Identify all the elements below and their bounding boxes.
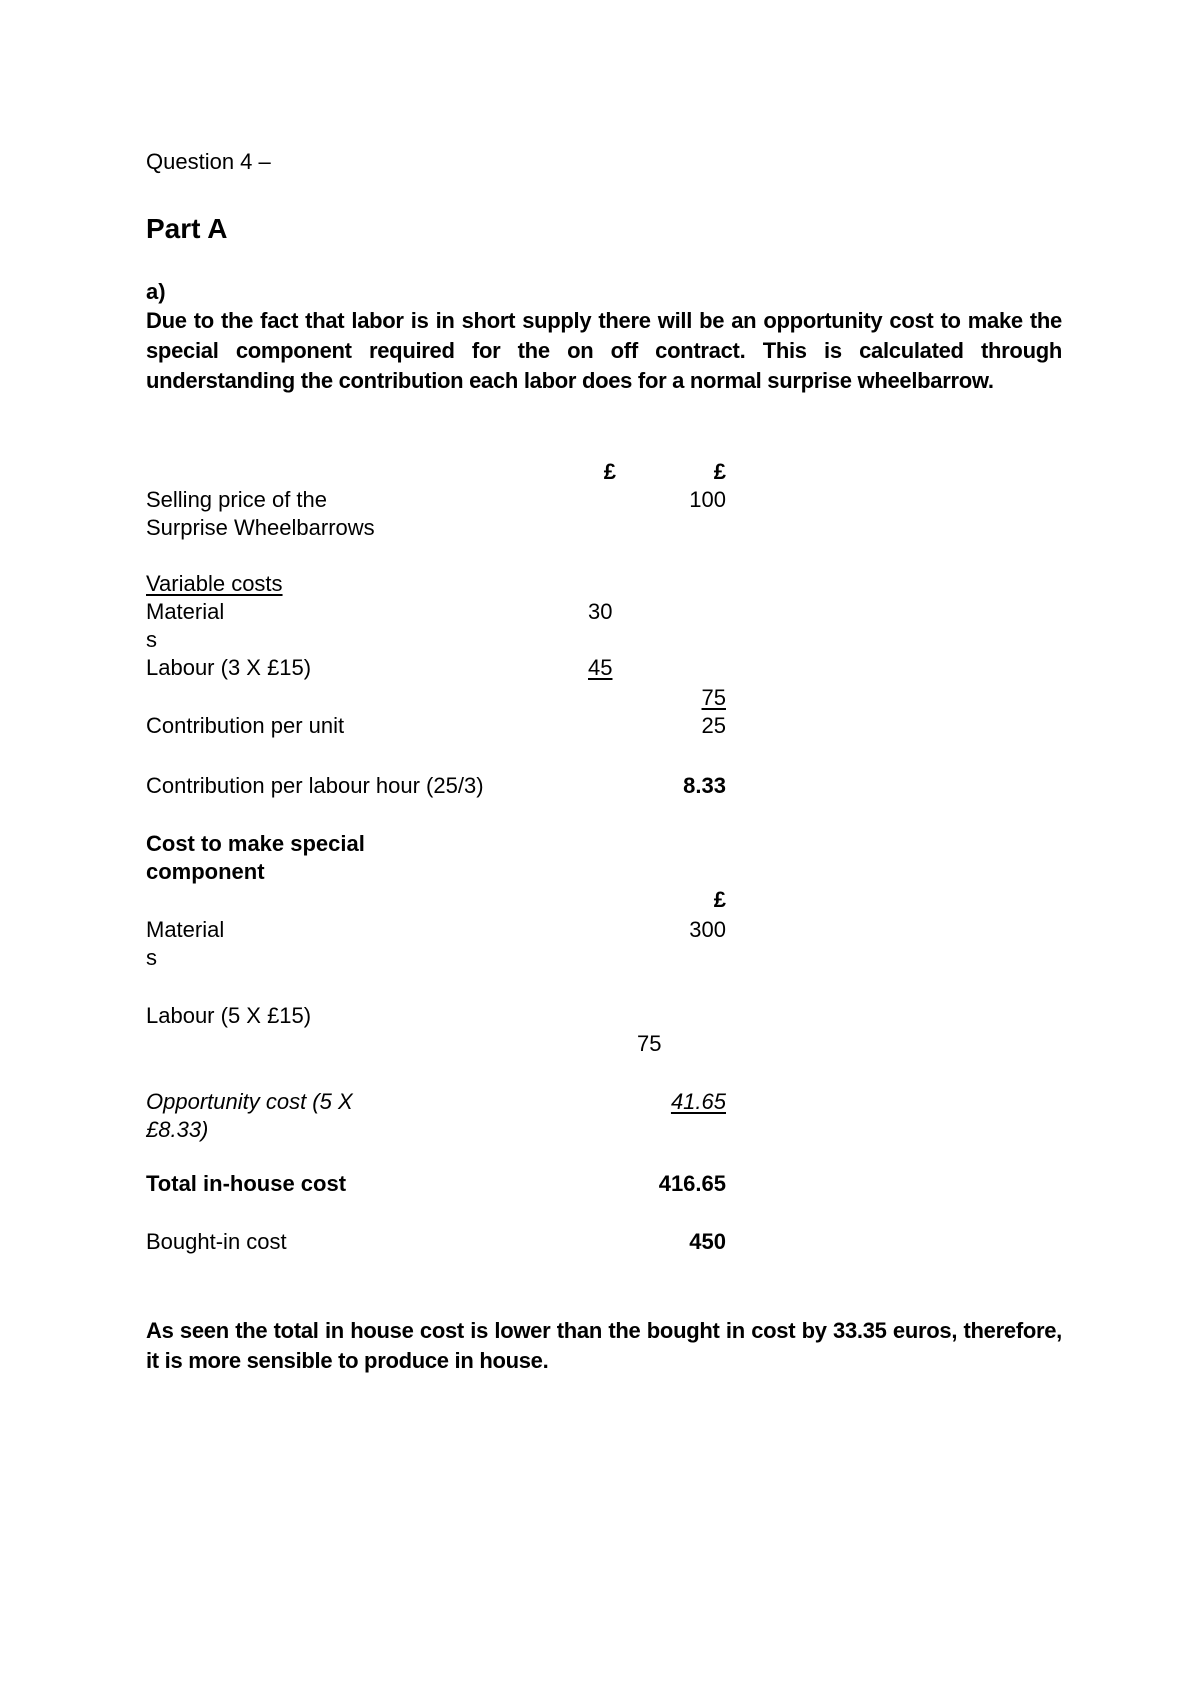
contribution-value: 25 <box>701 713 726 738</box>
special-labour-value: 75 <box>637 1031 662 1056</box>
materials-label-line2: s <box>146 627 157 652</box>
special-labour-label: Labour (5 X £15) <box>146 1003 312 1028</box>
selling-price-label-line1: Selling price of the <box>146 487 327 512</box>
special-currency-header: £ <box>713 887 726 912</box>
contribution-per-hour-value: 8.33 <box>683 773 726 798</box>
bought-in-value: 450 <box>689 1229 726 1254</box>
opportunity-cost-label-line2: £8.33) <box>146 1117 209 1142</box>
contribution-label: Contribution per unit <box>146 713 345 738</box>
variable-costs-label: Variable costs <box>146 571 283 596</box>
col2-currency-header: £ <box>713 459 726 484</box>
special-component-heading-line2: component <box>146 859 265 884</box>
part-heading: Part A <box>146 213 228 244</box>
special-materials-label-line1: Material <box>146 917 225 942</box>
conclusion-paragraph: As seen the total in house cost is lower than the bought in cost by 33.35 euros, therefore, it is more sensible to produce in house. <box>146 1318 1062 1373</box>
total-in-house-label: Total in-house cost <box>146 1171 347 1196</box>
total-in-house-value: 416.65 <box>658 1171 726 1196</box>
opportunity-cost-value: 41.65 <box>670 1089 726 1114</box>
opportunity-cost-label-line1: Opportunity cost (5 X <box>146 1089 353 1114</box>
bought-in-label: Bought-in cost <box>146 1229 287 1254</box>
special-materials-value: 300 <box>689 917 726 942</box>
materials-value: 30 <box>588 599 613 624</box>
contribution-per-hour-label: Contribution per labour hour (25/3) <box>146 773 484 798</box>
materials-label-line1: Material <box>146 599 225 624</box>
question-heading: Question 4 – <box>146 149 271 174</box>
intro-paragraph: Due to the fact that labor is in short supply there will be an opportunity cost to make the special component required for the on off contract. This is calculated through understanding the contribution each labor does for a normal surprise wheelbarrow. <box>146 308 1062 393</box>
special-component-heading-line1: Cost to make special <box>146 831 365 856</box>
selling-price-value: 100 <box>689 487 726 512</box>
labour-label: Labour (3 X £15) <box>146 655 312 680</box>
variable-costs-total: 75 <box>701 685 726 710</box>
labour-value: 45 <box>588 655 613 680</box>
selling-price-label-line2: Surprise Wheelbarrows <box>146 515 375 540</box>
special-materials-label-line2: s <box>146 945 157 970</box>
sub-label: a) <box>146 279 166 304</box>
col1-currency-header: £ <box>603 459 616 484</box>
